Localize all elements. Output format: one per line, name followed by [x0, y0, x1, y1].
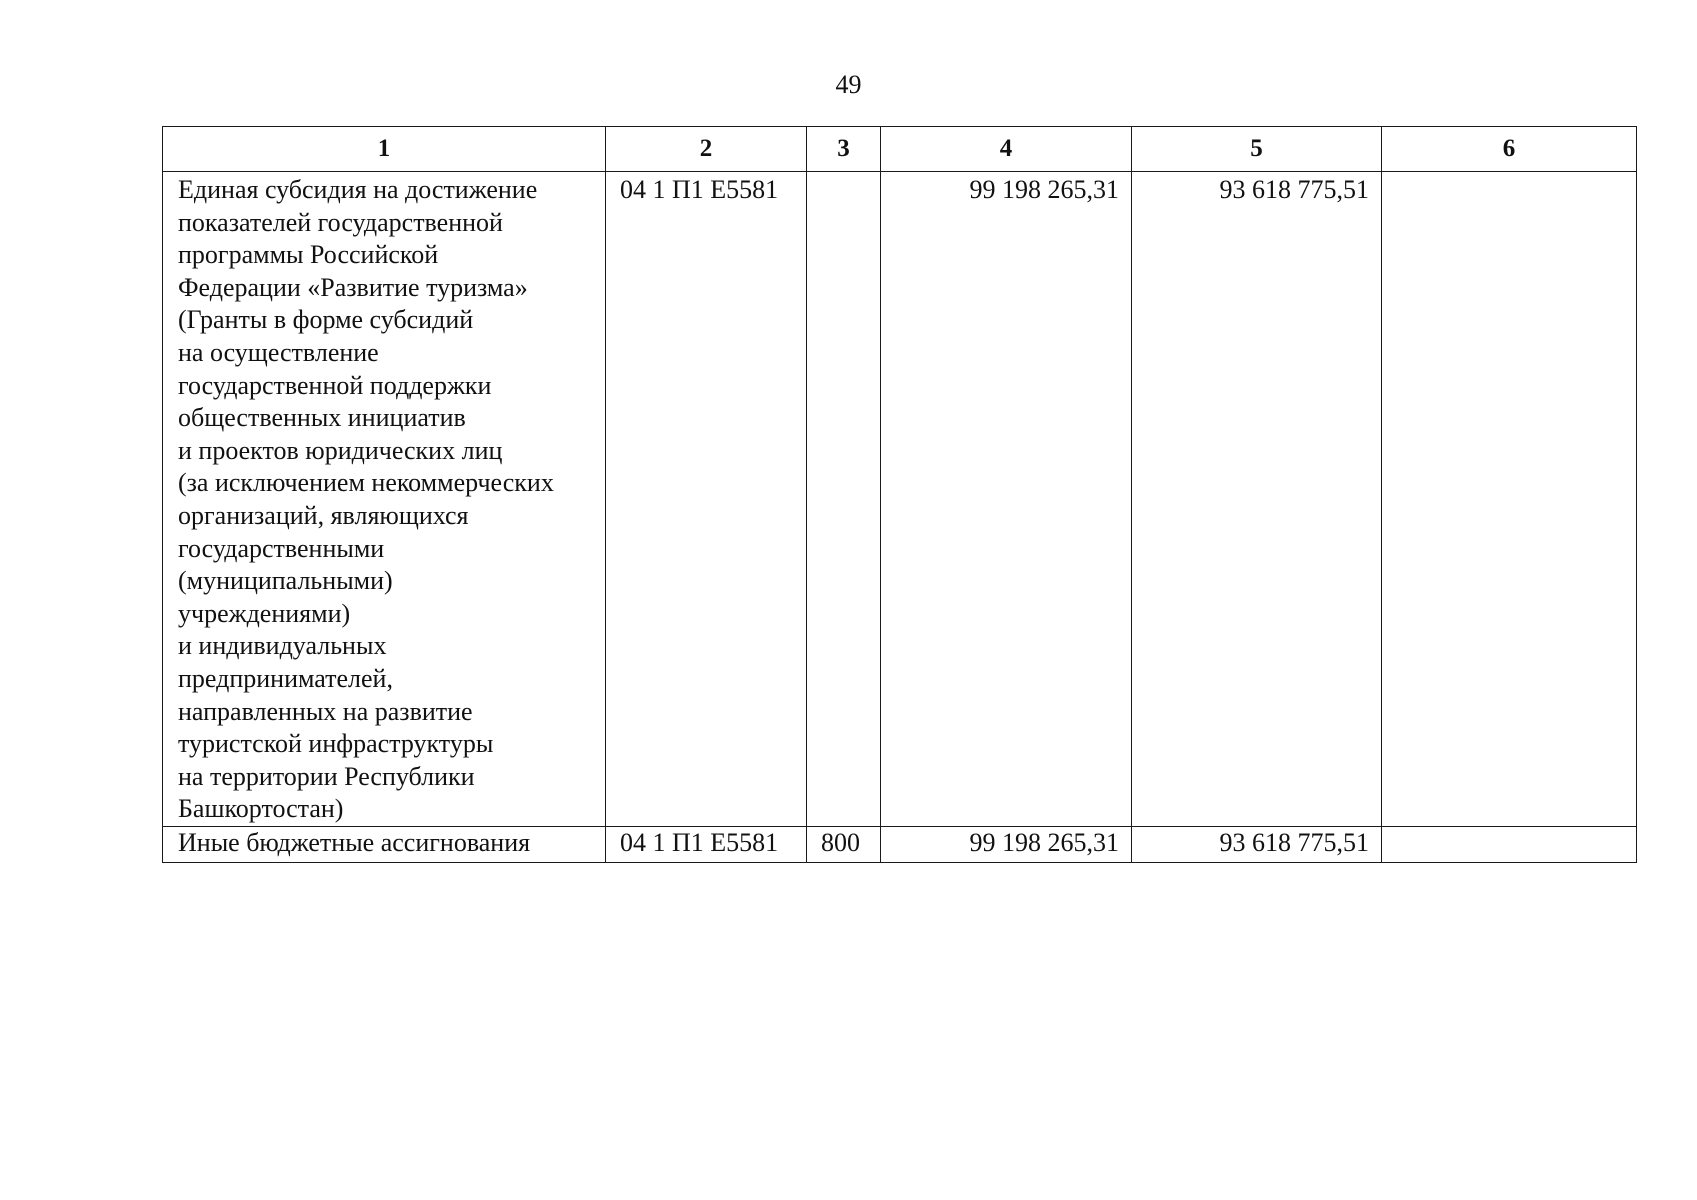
page-number: 49 — [835, 70, 862, 99]
row-amount-5-cell: 93 618 775,51 — [1132, 172, 1382, 827]
column-header-2: 2 — [606, 127, 807, 172]
row-name-line: и проектов юридических лиц — [178, 435, 503, 465]
row-name-line: туристской инфраструктуры — [178, 729, 494, 759]
row-name-line: государственной поддержки — [178, 370, 492, 400]
table-header-row — [163, 127, 1637, 172]
column-header-5: 5 — [1132, 127, 1382, 172]
row-code-cell: 04 1 П1 Е5581 — [606, 827, 807, 863]
row-code-cell: 04 1 П1 Е5581 — [606, 172, 807, 827]
row-name-line: Башкортостан) — [178, 794, 344, 824]
row-type-cell: 800 — [807, 827, 881, 863]
row-amount-4-cell: 99 198 265,31 — [881, 827, 1132, 863]
table-row — [163, 827, 1637, 863]
row-name-line: учреждениями) — [178, 598, 351, 628]
row-name-line: общественных инициатив — [178, 403, 466, 433]
row-name-cell: Иные бюджетные ассигнования — [163, 827, 606, 863]
row-amount-4-cell: 99 198 265,31 — [881, 172, 1132, 827]
column-header-6: 6 — [1382, 127, 1637, 172]
row-amount-6-cell — [1382, 827, 1637, 863]
row-name-line: программы Российской — [178, 240, 439, 270]
table-row — [163, 172, 1637, 827]
column-header-3: 3 — [807, 127, 881, 172]
column-header-4: 4 — [881, 127, 1132, 172]
row-amount-5-cell: 93 618 775,51 — [1132, 827, 1382, 863]
row-name-line: Федерации «Развитие туризма» — [178, 272, 528, 302]
row-name-line: направленных на развитие — [178, 696, 473, 726]
row-name-line: на территории Республики — [178, 761, 475, 791]
row-type-cell — [807, 172, 881, 827]
row-name-cell — [163, 172, 606, 827]
budget-table — [162, 126, 1637, 863]
row-name-line: и индивидуальных — [178, 631, 387, 661]
row-name-line: показателей государственной — [178, 207, 503, 237]
row-amount-6-cell — [1382, 172, 1637, 827]
row-name-line: предпринимателей, — [178, 663, 393, 693]
row-name-line: (муниципальными) — [178, 566, 393, 596]
row-name-line: Единая субсидия на достижение — [178, 175, 538, 204]
row-name-line: организаций, являющихся — [178, 500, 469, 530]
row-name-line: государственными — [178, 533, 385, 563]
row-name-line: (за исключением некоммерческих — [178, 468, 554, 498]
row-name-line: на осуществление — [178, 337, 379, 367]
column-header-1: 1 — [163, 127, 606, 172]
row-name-line: (Гранты в форме субсидий — [178, 305, 474, 335]
